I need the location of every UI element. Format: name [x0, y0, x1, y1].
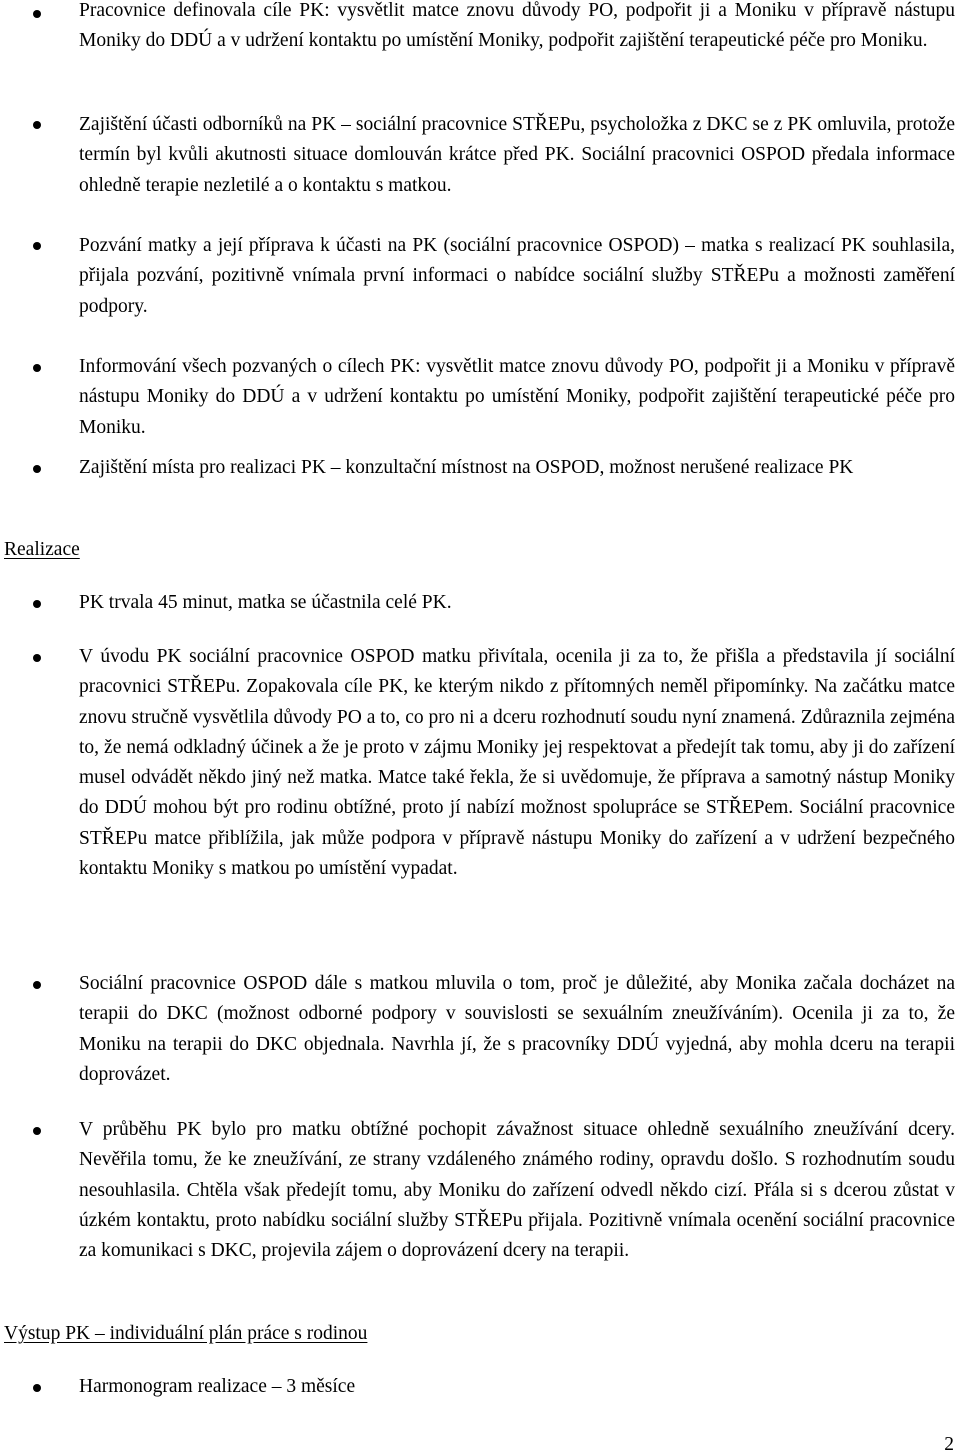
list-item: Pracovnice definovala cíle PK: vysvětlit matce znovu důvody PO, podpořit ji a Moniku v přípravě nástupu Moniky do DDÚ a v udržení kontaktu po umístění Moniky, podpořit zajištění terapeutické péče pro Moniku.	[79, 0, 955, 52]
list-item: Informování všech pozvaných o cílech PK: vysvětlit matce znovu důvody PO, podpořit ji a Moniku v přípravě nástupu Moniky do DDÚ a v udržení kontaktu po umístění Moniky, podpořit zajištění terapeutické péče pro Moniku.	[79, 356, 955, 438]
section-heading-realization: Realizace	[4, 539, 80, 560]
list-item: Zajištění účasti odborníků na PK – sociální pracovnice STŘEPu, psycholožka z DKC se z PK omluvila, protože termín byl kvůli akutnosti situace domlouván krátce před PK. Sociální pracovnici OSPOD předala informace ohledně terapie nezletilé a o kontaktu s matkou.	[79, 114, 955, 196]
bullet-icon	[33, 1384, 41, 1392]
bullet-icon	[33, 364, 41, 372]
list-item: V průběhu PK bylo pro matku obtížné pochopit závažnost situace ohledně sexuálního zneužívání dcery. Nevěřila tomu, že ke zneužívání, ze strany vzdáleného známého rodiny, opravdu došlo. S rozhodnutím soudu nesouhlasila. Chtěla však předejít tomu, aby Moniku do zařízení odvedl někdo cizí. Přála si s dcerou zůstat v úzkém kontaktu, proto nabídku sociální služby STŘEPu přijala. Pozitivně vnímala ocenění sociální pracovnice za komunikaci s DKC, projevila zájem o doprovázení dcery na terapii.	[79, 1119, 955, 1262]
list-item: Harmonogram realizace – 3 měsíce	[79, 1376, 356, 1397]
bullet-icon	[33, 654, 41, 662]
list-item: PK trvala 45 minut, matka se účastnila celé PK.	[79, 592, 452, 613]
bullet-icon	[33, 242, 41, 250]
list-item: V úvodu PK sociální pracovnice OSPOD matku přivítala, ocenila ji za to, že přišla a představila jí sociální pracovnici STŘEPu. Zopakovala cíle PK, ke kterým nikdo z přítomných neměl připomínky. Na začátku matce znovu stručně vysvětlila důvody PO a to, co pro ni a dceru rozhodnutí soudu nyní znamená. Zdůraznila zejména to, že nemá odkladný účinek a že je proto v zájmu Moniky jej respektovat a předejít tak tomu, aby ji do zařízení musel odvádět někdo jiný než matka. Matce také řekla, že si uvědomuje, že příprava a samotný nástup Moniky do DDÚ mohou být pro rodinu obtížné, proto jí nabízí možnost spolupráce se STŘEPem. Sociální pracovnice STŘEPu matce přiblížila, jak může podpora v přípravě nástupu Moniky do zařízení a v udržení bezpečného kontaktu Moniky s matkou po umístění vypadat.	[79, 646, 955, 880]
page-number: 2	[944, 1434, 954, 1455]
list-item: Zajištění místa pro realizaci PK – konzultační místnost na OSPOD, možnost nerušené realizace PK	[79, 457, 854, 478]
list-item: Sociální pracovnice OSPOD dále s matkou mluvila o tom, proč je důležité, aby Monika začala docházet na terapii do DKC (možnost odborné podpory v souvislosti se sexuálním zneužíváním). Ocenila ji za to, že Moniku na terapii do DKC objednala. Navrhla jí, že s pracovníky DDÚ vyjedná, aby mohla dceru na terapii doprovázet.	[79, 973, 955, 1085]
section-heading-output: Výstup PK – individuální plán práce s rodinou	[4, 1323, 368, 1344]
list-item: Pozvání matky a její příprava k účasti na PK (sociální pracovnice OSPOD) – matka s realizací PK souhlasila, přijala pozvání, pozitivně vnímala první informaci o nabídce sociální služby STŘEPu a možnosti zaměření podpory.	[79, 235, 955, 317]
bullet-icon	[33, 1127, 41, 1135]
bullet-icon	[33, 465, 41, 473]
bullet-icon	[33, 600, 41, 608]
bullet-icon	[33, 121, 41, 129]
bullet-icon	[33, 981, 41, 989]
bullet-icon	[33, 10, 41, 18]
